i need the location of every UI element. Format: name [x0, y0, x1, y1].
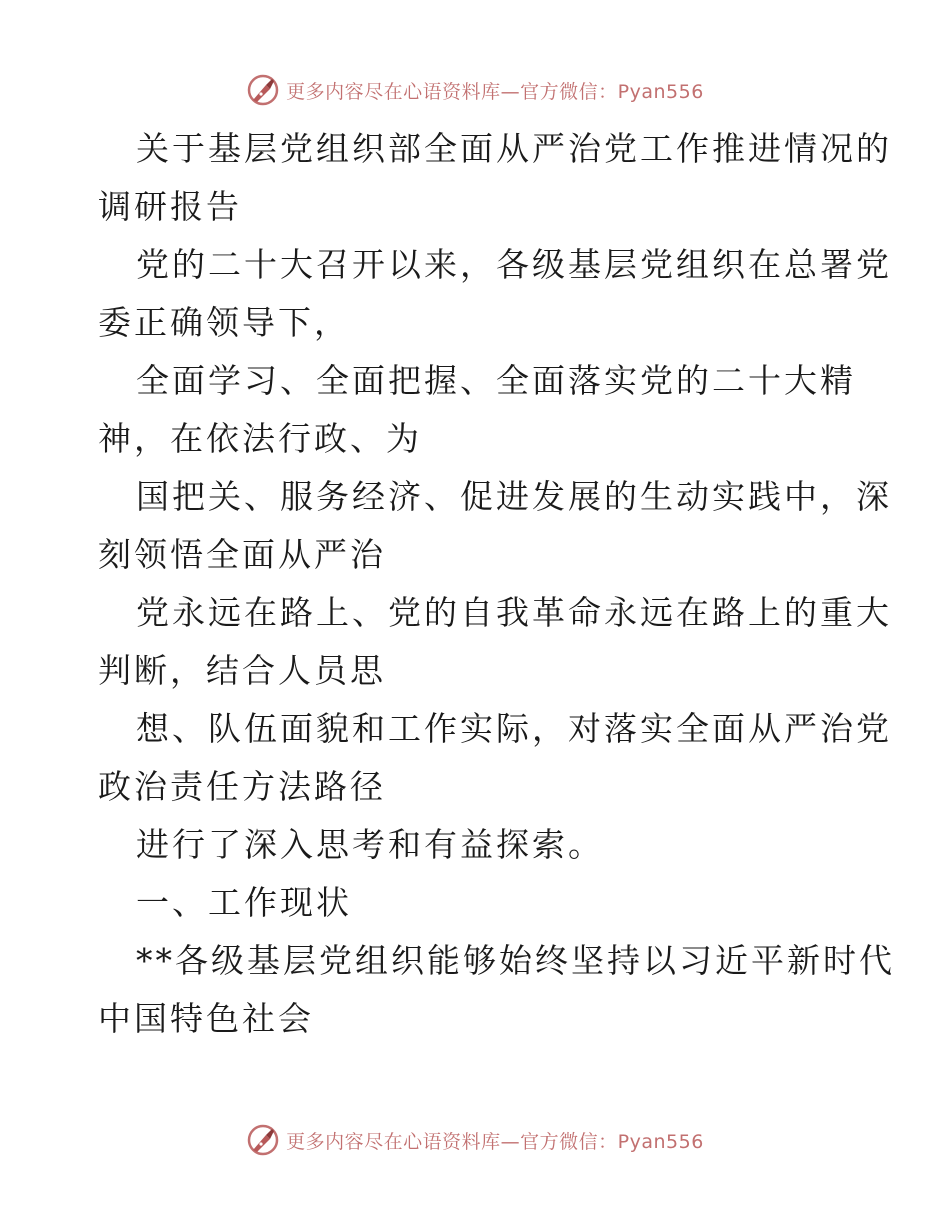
text-line: 党永远在路上、党的自我革命永远在路上的重大 — [136, 593, 892, 632]
text-line: 进行了深入思考和有益探索。 — [136, 825, 604, 864]
text-line: 一、工作现状 — [136, 883, 352, 922]
text-line: 刻领悟全面从严治 — [98, 535, 386, 574]
text-line: 国把关、服务经济、促进发展的生动实践中，深 — [136, 477, 892, 516]
text-line: 想、队伍面貌和工作实际，对落实全面从严治党 — [136, 709, 892, 748]
text-line: 中国特色社会 — [98, 999, 314, 1038]
pen-nib-circle-icon — [246, 73, 280, 107]
text-line: 神，在依法行政、为 — [98, 419, 422, 458]
text-line: 委正确领导下， — [98, 303, 350, 342]
text-line: **各级基层党组织能够始终坚持以习近平新时代 — [136, 941, 895, 980]
footer-watermark — [0, 1120, 950, 1160]
text-line: 判断，结合人员思 — [98, 651, 386, 690]
text-line: 关于基层党组织部全面从严治党工作推进情况的 — [136, 129, 892, 168]
text-line: 调研报告 — [98, 187, 242, 226]
watermark-text: 更多内容尽在心语资料库—官方微信：Pyan556 — [286, 1130, 704, 1153]
header-watermark — [0, 70, 950, 110]
watermark-text: 更多内容尽在心语资料库—官方微信：Pyan556 — [286, 80, 704, 103]
text-line: 党的二十大召开以来，各级基层党组织在总署党 — [136, 245, 892, 284]
document-body — [98, 120, 895, 1048]
text-line: 政治责任方法路径 — [98, 767, 386, 806]
text-line: 全面学习、全面把握、全面落实党的二十大精 — [136, 361, 856, 400]
pen-nib-circle-icon — [246, 1123, 280, 1157]
